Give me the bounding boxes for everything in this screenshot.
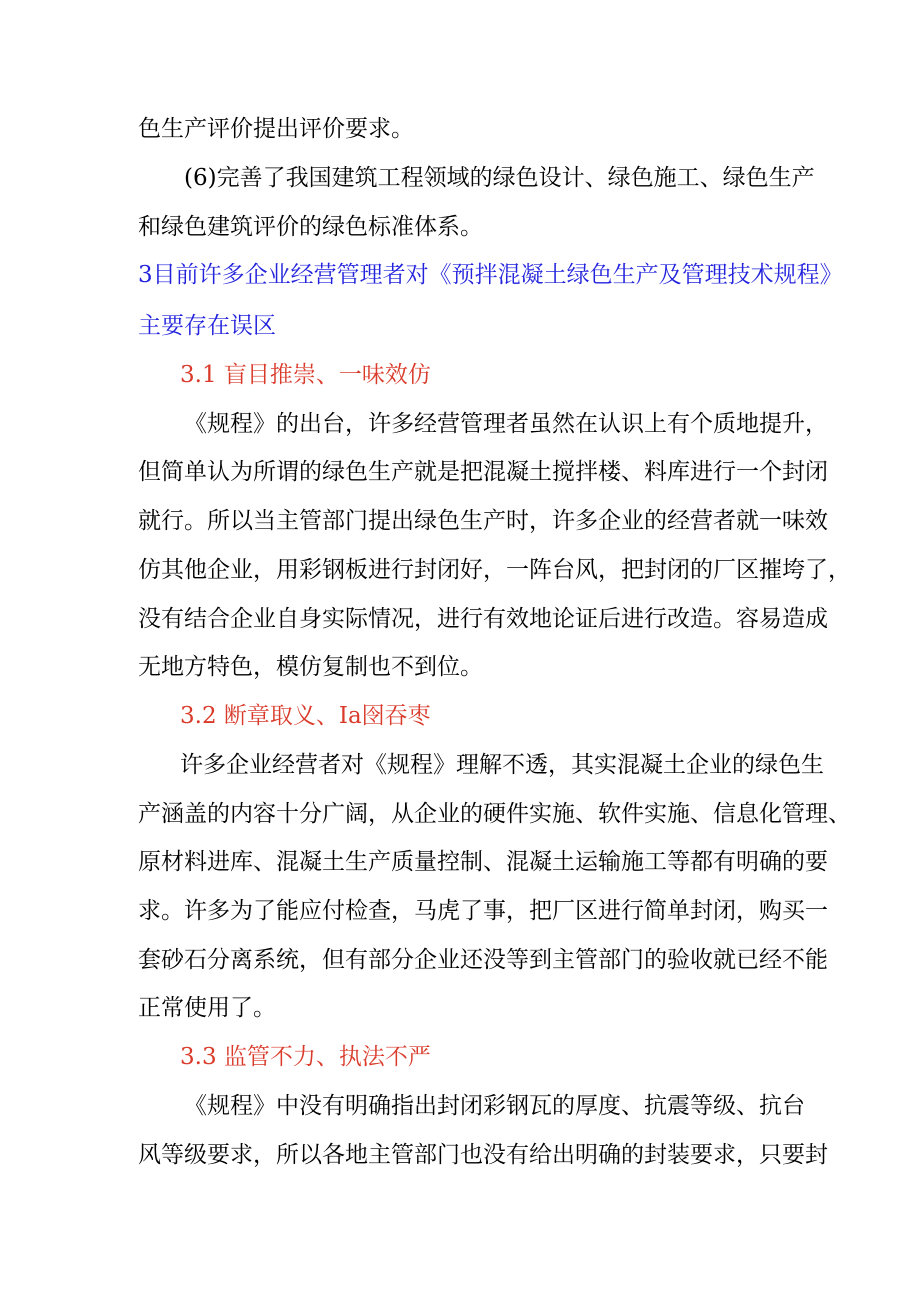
paragraph-line: 仿其他企业，用彩钢板进行封闭好，一阵台风，把封闭的厂区摧垮了， [138,557,851,583]
paragraph-line: 套砂石分离系统，但有部分企业还没等到主管部门的验收就已经不能 [138,947,828,973]
paragraph-line: 和绿色建筑评价的绿色标准体系。 [138,214,483,240]
paragraph-line: 风等级要求，所以各地主管部门也没有给出明确的封装要求，只要封 [138,1142,828,1168]
section-heading: 3目前许多企业经营管理者对《预拌混凝土绿色生产及管理技术规程》 [138,262,843,288]
paragraph-line: 产涵盖的内容十分广阔，从企业的硬件实施、软件实施、信息化管理、 [138,801,851,827]
paragraph-line: 正常使用了。 [138,995,276,1021]
paragraph-line: 但简单认为所谓的绿色生产就是把混凝土搅拌楼、料库进行一个封闭 [138,459,828,485]
paragraph-line: 就行。所以当主管部门提出绿色生产时，许多企业的经营者就一味效 [138,508,828,534]
paragraph-line: 无地方特色，模仿复制也不到位。 [138,654,483,680]
paragraph-line: 许多企业经营者对《规程》理解不透，其实混凝土企业的绿色生 [180,752,824,778]
subsection-heading: 3.3 监管不力、执法不严 [180,1044,431,1070]
paragraph-line: 求。许多为了能应付检查，马虎了事，把厂区进行简单封闭，购买一 [138,898,828,924]
section-heading-continued: 主要存在误区 [138,313,276,339]
paragraph-line: 没有结合企业自身实际情况，进行有效地论证后进行改造。容易造成 [138,606,828,632]
subsection-heading: 3.2 断章取义、Ia囹吞枣 [180,703,431,729]
paragraph-line: 色生产评价提出评价要求。 [138,116,414,142]
paragraph-line: (6)完善了我国建筑工程领域的绿色设计、绿色施工、绿色生产 [184,165,815,191]
subsection-heading: 3.1 盲目推崇、一味效仿 [180,362,431,388]
paragraph-line: 《规程》的出台，许多经营管理者虽然在认识上有个质地提升， [184,411,828,437]
paragraph-line: 原材料进库、混凝土生产质量控制、混凝土运输施工等都有明确的要 [138,849,828,875]
paragraph-line: 《规程》中没有明确指出封闭彩钢瓦的厚度、抗震等级、抗台 [184,1093,805,1119]
